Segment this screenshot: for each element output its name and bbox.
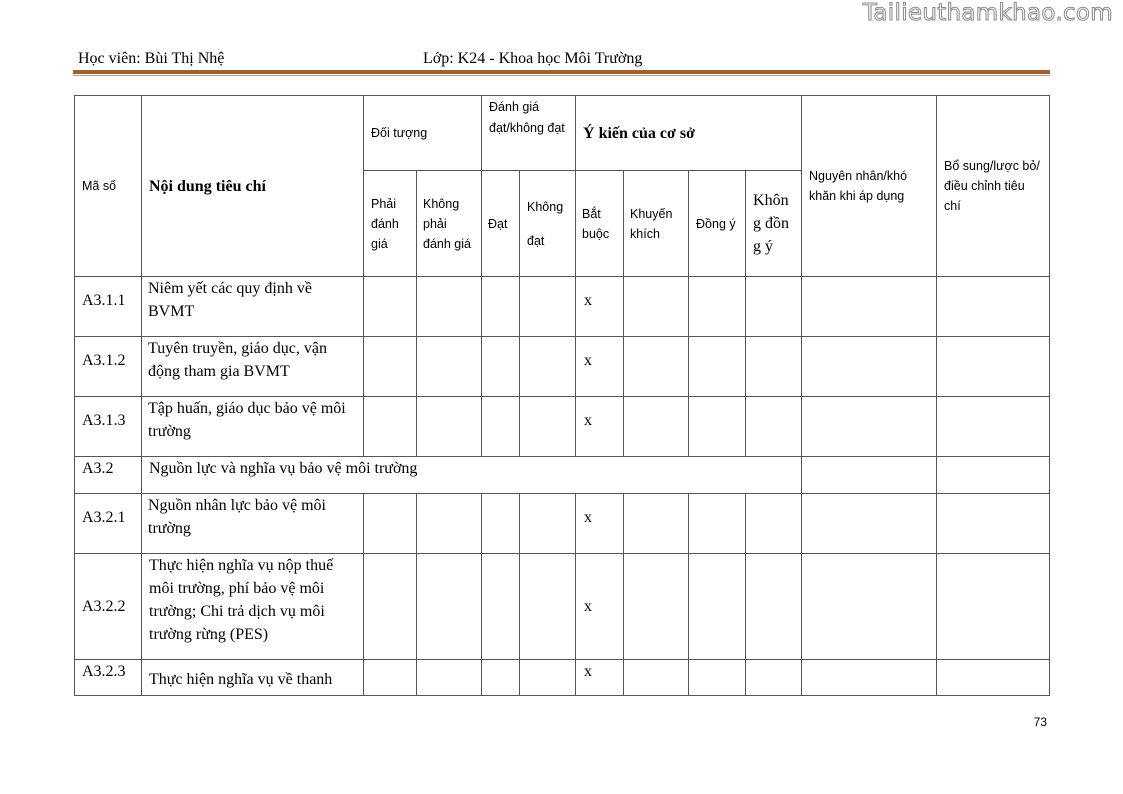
header-code: Mã số — [75, 96, 142, 277]
row-content: Tuyên truyền, giáo dục, vận động tham gia BVMT — [142, 337, 364, 397]
header-supplement: Bổ sung/lược bỏ/điều chỉnh tiêu chí — [937, 96, 1050, 277]
table-row — [75, 457, 1050, 494]
page-number: 73 — [1033, 715, 1047, 729]
watermark: Tailieuthamkhao.com — [862, 0, 1113, 26]
header-target: Đối tượng — [364, 96, 482, 171]
row-content: Niêm yết các quy định về BVMT — [142, 277, 364, 337]
row-content: Nguồn nhân lực bảo vệ môi trường — [142, 494, 364, 554]
header-must-assess: Phải đánh giá — [364, 171, 417, 277]
table-row — [75, 554, 1050, 660]
mandatory-mark: x — [576, 554, 624, 660]
header-rule-thin — [73, 75, 1050, 76]
table-row — [75, 337, 1050, 397]
row-code: A3.1.3 — [75, 397, 142, 457]
header-mandatory: Bắt buộc — [576, 171, 624, 277]
header-agree: Đồng ý — [689, 171, 746, 277]
header-opinion: Ý kiến của cơ sở — [576, 96, 802, 171]
row-code: A3.2.1 — [75, 494, 142, 554]
header-not-assess: Không phải đánh giá — [417, 171, 482, 277]
table-row — [75, 660, 1050, 696]
row-content: Nguồn lực và nghĩa vụ bảo vệ môi trường — [142, 457, 802, 494]
row-code: A3.1.2 — [75, 337, 142, 397]
mandatory-mark: x — [576, 494, 624, 554]
header-rule — [73, 70, 1050, 74]
table-row — [75, 277, 1050, 337]
mandatory-mark: x — [576, 397, 624, 457]
header-assess: Đánh giá đạt/không đạt — [482, 96, 576, 171]
table-row — [75, 397, 1050, 457]
header-content: Nội dung tiêu chí — [142, 96, 364, 277]
mandatory-mark: x — [576, 660, 624, 696]
header-encouraged: Khuyến khích — [624, 171, 689, 277]
header-reason: Nguyên nhân/khó khăn khi áp dụng — [802, 96, 937, 277]
header-pass: Đạt — [482, 171, 520, 277]
row-content: Thực hiện nghĩa vụ nộp thuế môi trường, phí bảo vệ môi trường; Chi trả dịch vụ môi trường rừng (PES) — [142, 554, 364, 660]
row-code: A3.1.1 — [75, 277, 142, 337]
header-class: Lớp: K24 - Khoa học Môi Trường — [423, 50, 643, 67]
row-code: A3.2.2 — [75, 554, 142, 660]
row-content: Thực hiện nghĩa vụ về thanh — [142, 660, 364, 696]
header-disagree: Không đồng ý — [746, 171, 802, 277]
header-fail: Không đạt — [520, 171, 576, 277]
header-student: Học viên: Bùi Thị Nhệ — [78, 50, 225, 67]
table-row — [75, 494, 1050, 554]
row-code: A3.2.3 — [75, 660, 142, 696]
row-code: A3.2 — [75, 457, 142, 494]
row-content: Tập huấn, giáo dục bảo vệ môi trường — [142, 397, 364, 457]
mandatory-mark: x — [576, 277, 624, 337]
criteria-table — [74, 95, 1050, 696]
mandatory-mark: x — [576, 337, 624, 397]
